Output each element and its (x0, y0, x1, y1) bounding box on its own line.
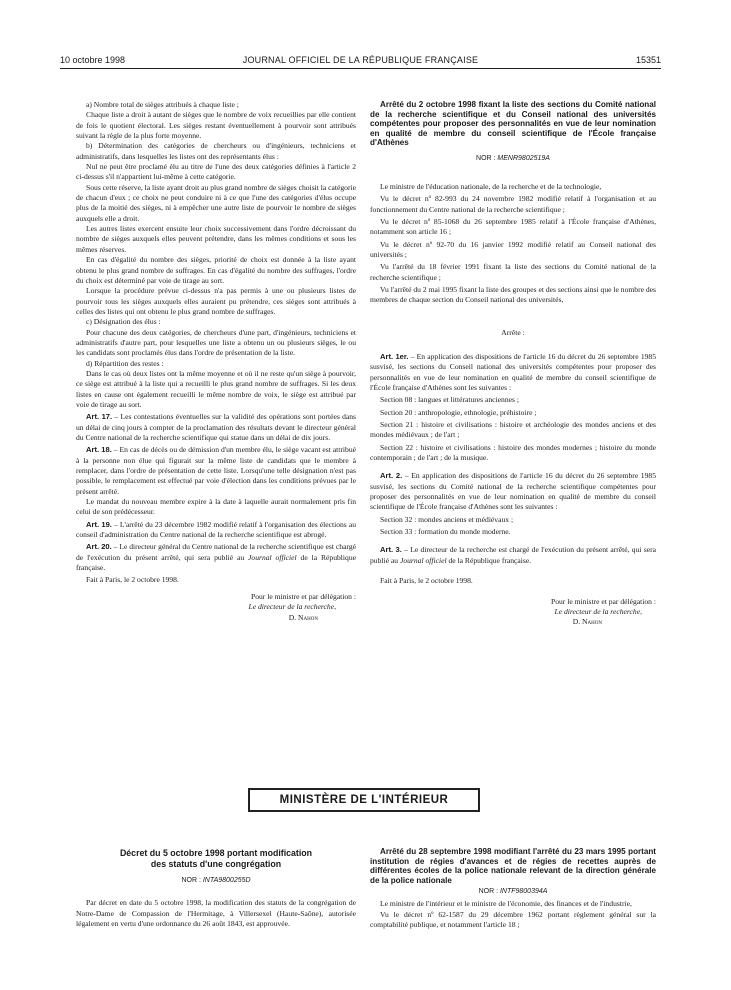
visa: Vu le décret nº 92-70 du 16 janvier 1992 modifié relatif au Conseil national des universités ; (370, 239, 656, 259)
bottom-right-column (370, 847, 656, 930)
page-header (60, 55, 661, 69)
decret-title: Décret du 5 octobre 1998 portant modification des statuts d'une congrégation (119, 848, 313, 869)
header-rule (60, 68, 661, 69)
arrete-title: Arrêté du 28 septembre 1998 modifiant l'arrêté du 23 mars 1995 portant institution de régies d'avances et de régies de recettes auprès de différentes écoles de la police nationale relevant de la direction générale de la police nationale (370, 847, 656, 885)
nor-reference (370, 154, 656, 164)
article-1 (370, 352, 656, 393)
arrete-title: Arrêté du 2 octobre 1998 fixant la liste des sections du Comité national de la recherche scientifique et du Conseil national des universités compétentes pour proposer des personnalités en vue de leur nomination en qualité de membre du conseil scientifique de l'École française d'Athènes (370, 100, 656, 147)
paragraph: Sous cette réserve, la liste ayant droit au plus grand nombre de sièges choisit la catégorie de chacun d'eux ; ce choix ne peut conduire ni à ce que l'une des catégories d'élus occupe plus de la moitié des sièges, ni à empêcher une autre liste de pourvoir le nombre de sièges auxquels elle a droit. (76, 182, 356, 223)
article-text: – En application des dispositions de l'article 16 du décret du 26 septembre 1985 susvisé, les sections du Conseil national des universités compétentes pour proposer des personnalités en vue de leur nomination en qualité de membre du conseil scientifique de l'École française d'Athènes sont les suivantes : (370, 351, 657, 392)
paragraph: Vu le décret nº 62-1587 du 29 décembre 1962 portant règlement général sur la comptabilité publique, et notamment l'article 18 ; (370, 909, 656, 930)
paragraph: a) Nombre total de sièges attribués à chaque liste ; (86, 100, 239, 109)
visa: Vu le décret nº 82-993 du 24 novembre 1982 modifié relatif à l'organisation et au fonctionnement du Centre national de la recherche scientifique ; (370, 194, 656, 214)
article-18 (76, 445, 356, 497)
ministry-heading (248, 788, 480, 812)
article-label: Art. 18. (86, 445, 112, 455)
left-column (76, 100, 356, 623)
nor-label: NOR : (478, 888, 500, 895)
signature-delegation: Pour le ministre et par délégation : (550, 596, 656, 606)
nor-label: NOR : (181, 877, 203, 884)
section-item: Section 22 : histoire et civilisations : histoire des mondes modernes ; histoire du monde contemporain ; de l'art ; de la musique. (370, 442, 656, 463)
article-text: – En cas de décès ou de démission d'un membre élu, le siège vacant est attribué à la personne non élue qui figurait sur la même liste de candidats que le membre à remplacer, dans l'ordre de présentation de cette liste. Lorsqu'une telle désignation n'est pas possible, le remplacement est effectué par voie d'élection dans les conditions prévues par le présent arrêté. (76, 445, 357, 496)
paragraph: Chaque liste a droit à autant de sièges que le nombre de voix recueillies par elle contient de fois le quotient électoral. Les sièges restant éventuellement à pourvoir sont attribués suivant la règle de la plus forte moyenne. (76, 110, 356, 141)
article-text: de la République française. (446, 555, 532, 565)
right-column (370, 100, 656, 628)
signature-name: D. Nahon (288, 612, 318, 622)
article-text: – Les contestations éventuelles sur la validité des opérations sont portées dans un délai de cinq jours à compter de la proclamation des résultats devant le directeur général du Centre national de la recherche scientifique qui statue dans un délai de dix jours. (76, 412, 356, 442)
article-label: Art. 20. (86, 542, 112, 552)
section-item: Section 20 : anthropologie, ethnologie, préhistoire ; (380, 407, 537, 417)
article-17 (76, 412, 356, 443)
ministry-title: MINISTÈRE DE L'INTÉRIEUR (279, 794, 449, 806)
visa: Vu l'arrêté du 18 février 1991 fixant la liste des sections du Comité national de la recherche scientifique ; (370, 262, 656, 282)
signature-role: Le directeur de la recherche, (554, 606, 642, 616)
article-20 (76, 542, 356, 573)
visa: Vu le décret nº 85-1068 du 26 septembre 1985 relatif à l'École française d'Athènes, notamment son article 16 ; (370, 216, 656, 237)
article-label: Art. 2. (380, 471, 403, 481)
article-text: – Le directeur de la recherche est chargé de l'exécution du présent arrêté, qui sera publié au (370, 545, 656, 565)
nor-reference (370, 887, 656, 897)
fait-a-paris: Fait à Paris, le 2 octobre 1998. (86, 575, 179, 585)
fait-a-paris: Fait à Paris, le 2 octobre 1998. (380, 576, 473, 586)
journal-name: Journal officiel (399, 555, 447, 565)
paragraph: En cas d'égalité du nombre des sièges, priorité de choix est donnée à la liste ayant obtenu le plus grand nombre de suffrages. En cas d'égalité du nombre des suffrages, l'ordre du choix est déterminé par voie de tirage au sort. (76, 255, 356, 285)
section-item: Section 33 : formation du monde moderne. (380, 527, 511, 537)
signature-block (370, 597, 656, 628)
section-item: Section 08 : langues et littératures anciennes ; (380, 395, 519, 405)
journal-name: Journal officiel (248, 552, 297, 562)
paragraph: Lorsque la procédure prévue ci-dessus n'a pas permis à une ou plusieurs listes de pourvoir tous les sièges auxquels elles auraient pu prétendre, ces sièges sont attribués à celles des listes qui ont obtenu le plus grand nombre de suffrages. (76, 286, 356, 316)
nor-value: INTA9800255D (202, 877, 251, 884)
paragraph: Pour chacune des deux catégories, de chercheurs d'une part, d'ingénieurs, techniciens et administratifs d'autre part, pour lesquelles une liste a obtenu un ou plusieurs sièges, le ou les candidats sont proclamés élus dans l'ordre de présentation de la liste. (76, 327, 356, 358)
section-item: Section 21 : histoire et civilisations : histoire et archéologie des mondes anciens et des mondes médiévaux ; de l'art ; (370, 420, 656, 440)
paragraph: Le mandat du nouveau membre expire à la date à laquelle aurait normalement pris fin celui de son prédécesseur. (76, 497, 356, 517)
arrete-heading: Arrête : (501, 327, 525, 337)
paragraph: Le ministre de l'intérieur et le ministre de l'économie, des finances et de l'industrie, (380, 899, 632, 909)
paragraph: c) Désignation des élus : (86, 317, 161, 327)
bottom-left-column (76, 848, 356, 929)
nor-value: INTF9800394A (499, 888, 548, 895)
signature-delegation: Pour le ministre et par délégation : (250, 591, 356, 601)
visa: Vu l'arrêté du 2 mai 1995 fixant la liste des groupes et des sections ainsi que le nombre des membres de chaque section du Conseil national des universités, (370, 284, 656, 305)
nor-value: MENR9802519A (497, 154, 550, 162)
article-text: de la République française. (76, 552, 356, 573)
nor-reference (76, 876, 356, 886)
paragraph: d) Répartition des restes : (86, 358, 164, 368)
article-3 (370, 545, 656, 566)
paragraph: Nul ne peut être proclamé élu au titre de l'une des deux catégories définies à l'article 2 ci-dessus s'il n'appartient lui-même à cette catégorie. (76, 162, 356, 182)
article-2 (370, 471, 656, 512)
paragraph: b) Détermination des catégories de chercheurs ou d'ingénieurs, techniciens et administratifs, dans lesquelles les listes ont des représentants élus : (76, 141, 356, 161)
decret-text: Par décret en date du 5 octobre 1998, la modification des statuts de la congrégation de Notre-Dame de Compassion de l'Hermitage, à Villersexel (Haute-Saône), autorisée légalement en vertu d'une ordonnance du 26 août 1843, est approuvée. (76, 898, 356, 929)
signature-block (76, 592, 356, 623)
page-number: 15351 (635, 55, 661, 65)
article-text: – En application des dispositions de l'article 16 du décret du 26 septembre 1985 susvisé, les sections du Comité national de la recherche scientifique compétentes pour proposer des personnalités en vue de leur nomination en qualité de membre du conseil scientifique de l'École française d'Athènes sont les suivantes : (370, 471, 656, 512)
minister-line: Le ministre de l'éducation nationale, de la recherche et de la technologie, (380, 181, 602, 191)
article-label: Art. 3. (380, 545, 402, 555)
article-label: Art. 19. (86, 519, 112, 529)
article-text: – Le directeur général du Centre national de la recherche scientifique est chargé de l'exécution du présent arrêté, qui sera publié au (76, 542, 356, 562)
article-label: Art. 1er. (380, 351, 409, 361)
journal-title: JOURNAL OFFICIEL DE LA RÉPUBLIQUE FRANÇAISE (242, 55, 479, 65)
paragraph: Les autres listes exercent ensuite leur choix successivement dans l'ordre décroissant du nombre de sièges auxquels elles peuvent prétendre, dans les mêmes conditions et sous les mêmes réserves. (76, 224, 356, 254)
article-19 (76, 520, 356, 541)
signature-name: D. Nahon (572, 617, 602, 627)
signature-role: Le directeur de la recherche, (248, 602, 336, 612)
article-text: – L'arrêté du 23 décembre 1982 modifié relatif à l'organisation des élections au conseil d'administration du Centre national de la recherche scientifique est abrogé. (76, 519, 356, 540)
issue-date: 10 octobre 1998 (60, 55, 126, 65)
article-label: Art. 17. (86, 412, 113, 422)
section-item: Section 32 : mondes anciens et médiévaux ; (380, 514, 514, 524)
nor-label: NOR : (476, 154, 498, 162)
paragraph: Dans le cas où deux listes ont la même moyenne et où il ne reste qu'un siège à pourvoir, ce siège est attribué à la liste qui a recueilli le plus grand nombre de suffrages. Si les deux listes en cause ont également recueilli le même nombre de voix, le siège est attribué par voie de tirage au sort. (76, 368, 356, 409)
